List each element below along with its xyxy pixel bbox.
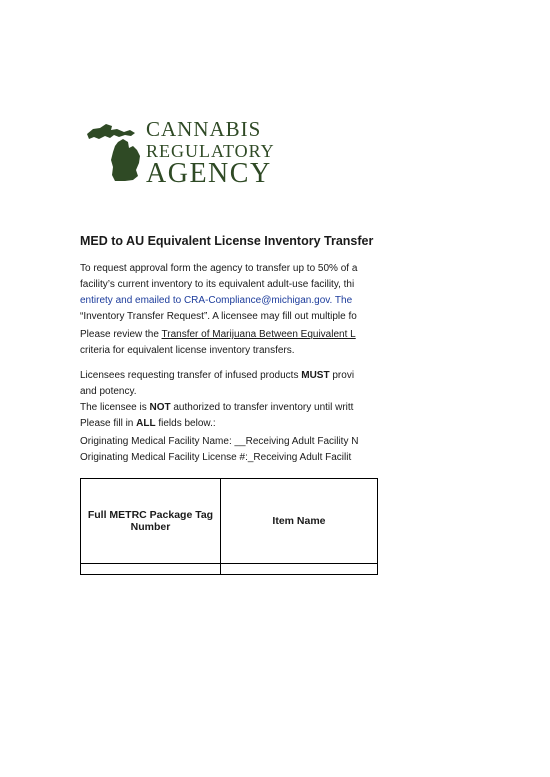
compliance-email-text[interactable]: entirety and emailed to CRA-Compliance@michigan.gov. The bbox=[80, 295, 353, 306]
req3-suffix: authorized to transfer inventory until writt bbox=[170, 402, 354, 413]
cell-metrc-tag[interactable] bbox=[81, 564, 221, 575]
logo-line-cannabis: CANNABIS bbox=[146, 117, 262, 141]
req1-bold: MUST bbox=[301, 370, 330, 381]
facility-fields bbox=[80, 434, 378, 466]
header-item-name: Item Name bbox=[220, 479, 377, 564]
table-row bbox=[81, 564, 378, 575]
facility-name-field[interactable]: Originating Medical Facility Name: __Receiving Adult Facility N bbox=[80, 436, 359, 447]
logo-line-agency: AGENCY bbox=[146, 158, 272, 189]
intro-line-2: facility’s current inventory to its equivalent adult-use facility, thi bbox=[80, 279, 355, 290]
req4-suffix: fields below.: bbox=[155, 418, 216, 429]
requirements-line-4 bbox=[80, 416, 378, 432]
inventory-table bbox=[80, 478, 378, 575]
req1-prefix: Licensees requesting transfer of infused products bbox=[80, 370, 302, 381]
req1-suffix: provi bbox=[329, 370, 355, 381]
review-paragraph bbox=[80, 327, 378, 359]
logo-line-regulatory: REGULATORY bbox=[146, 141, 275, 161]
req4-prefix: Please fill in bbox=[80, 418, 137, 429]
requirements-line-3 bbox=[80, 400, 378, 416]
intro-paragraph bbox=[80, 261, 378, 325]
review-line-2: criteria for equivalent license inventory transfers. bbox=[80, 345, 295, 356]
requirements-line-1 bbox=[80, 368, 378, 384]
req3-prefix: The licensee is bbox=[80, 402, 150, 413]
transfer-guidance-link[interactable]: Transfer of Marijuana Between Equivalent L bbox=[161, 329, 356, 340]
requirements-paragraph bbox=[80, 368, 378, 432]
table-header-row bbox=[81, 479, 378, 564]
intro-line-1: To request approval form the agency to transfer up to 50% of a bbox=[80, 263, 358, 274]
cell-item-name[interactable] bbox=[220, 564, 377, 575]
requirements-line-2: and potency. bbox=[80, 386, 137, 397]
req3-bold: NOT bbox=[149, 402, 171, 413]
intro-line-4: “Inventory Transfer Request”. A licensee may fill out multiple fo bbox=[80, 311, 357, 322]
logo-wordmark bbox=[146, 118, 275, 188]
req4-bold: ALL bbox=[136, 418, 156, 429]
intro-line-3 bbox=[80, 293, 378, 309]
review-prefix: Please review the bbox=[80, 329, 162, 340]
page-title: MED to AU Equivalent License Inventory Transfer bbox=[80, 234, 374, 248]
review-line-1 bbox=[80, 327, 378, 343]
facility-license-field[interactable]: Originating Medical Facility License #:_Receiving Adult Facilit bbox=[80, 452, 352, 463]
michigan-map-icon bbox=[84, 120, 148, 184]
header-metrc-tag: Full METRC Package Tag Number bbox=[81, 479, 221, 564]
cra-logo bbox=[84, 118, 294, 188]
